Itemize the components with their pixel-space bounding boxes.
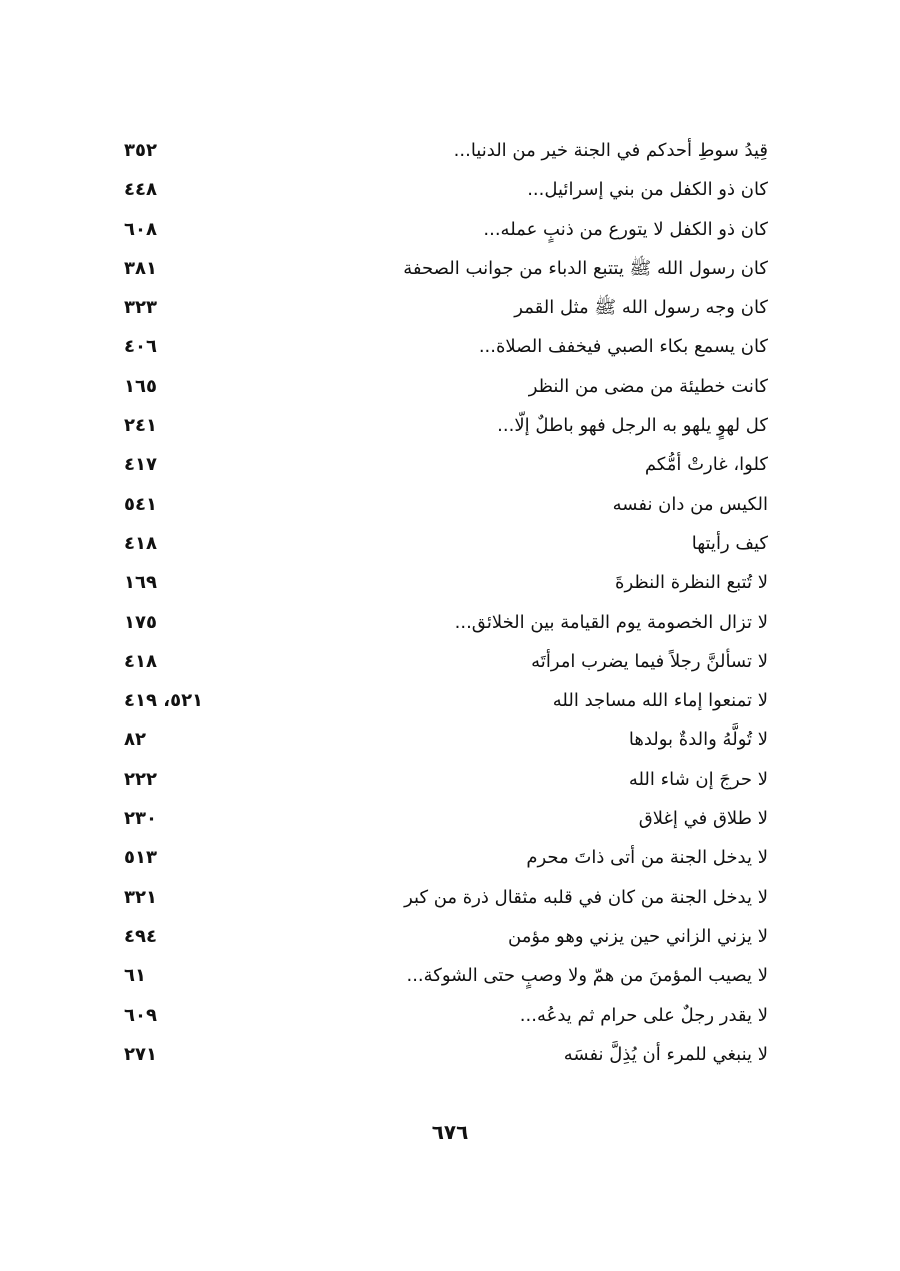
entry-page-ref: ٤٠٦: [124, 336, 157, 358]
index-entry: [118, 446, 768, 485]
entry-page-ref: ١٦٩: [124, 572, 157, 594]
entry-text: كان رسول الله ﷺ يتتبع الدباء من جوانب الصحفة: [403, 257, 768, 279]
entry-page-ref: ٢٧١: [124, 1043, 157, 1065]
entry-page-ref: ٢٣٠: [124, 808, 157, 830]
index-entry: [118, 918, 768, 957]
index-entry: [118, 1036, 768, 1075]
index-entry: [118, 839, 768, 878]
entry-page-ref: ٣٢٣: [124, 297, 157, 319]
index-entry: [118, 721, 768, 760]
entry-text: كان يسمع بكاء الصبي فيخفف الصلاة...: [478, 336, 768, 358]
entry-text: كيف رأيتها: [691, 532, 768, 554]
index-entry: [118, 761, 768, 800]
entry-text: كانت خطيئة من مضى من النظر: [528, 375, 768, 397]
entry-text: لا تمنعوا إماء الله مساجد الله: [552, 690, 768, 712]
entry-page-ref: ٤١٨: [124, 650, 157, 672]
entry-text: لا ينبغي للمرء أن يُذِلَّ نفسَه: [563, 1043, 768, 1065]
entry-text: لا طلاق في إغلاق: [638, 808, 768, 830]
entry-text: كان وجه رسول الله ﷺ مثل القمر: [514, 297, 768, 319]
entry-page-ref: ٥١٣: [124, 847, 157, 869]
entry-page-ref: ٤١٨: [124, 532, 157, 554]
entry-text: كل لهوٍ يلهو به الرجل فهو باطلٌ إلّا...: [497, 415, 768, 437]
entry-text: لا تزال الخصومة يوم القيامة بين الخلائق...: [454, 611, 768, 633]
entry-text: لا حرجَ إن شاء الله: [628, 768, 768, 790]
entry-page-ref: ٦٠٨: [124, 218, 157, 240]
entry-page-ref: ٣٨١: [124, 257, 157, 279]
entry-text: لا يزني الزاني حين يزني وهو مؤمن: [508, 925, 768, 947]
entry-text: لا تُولَّهُ والدةٌ بولدها: [628, 729, 768, 751]
entry-page-ref: ٦١: [124, 965, 146, 987]
entry-text: لا يصيب المؤمنَ من همّ ولا وصبٍ حتى الشوكة...: [406, 965, 768, 987]
page-number: ٦٧٦: [431, 1120, 469, 1144]
entry-text: لا يدخل الجنة من أتى ذاتَ محرم: [526, 847, 768, 869]
index-entry: [118, 879, 768, 918]
entry-text: لا يدخل الجنة من كان في قلبه مثقال ذرة من كبر: [404, 886, 768, 908]
index-entry: [118, 525, 768, 564]
index-entry: [118, 564, 768, 603]
index-entry: [118, 486, 768, 525]
entry-text: كان ذو الكفل من بني إسرائيل...: [527, 179, 768, 201]
index-entry: [118, 604, 768, 643]
entry-page-ref: ٥٤١: [124, 493, 157, 515]
entry-text: لا تُتبع النظرة النظرةَ: [615, 572, 768, 594]
entry-page-ref: ٨٢: [124, 729, 146, 751]
index-entry: [118, 997, 768, 1036]
entry-page-ref: ٣٢١: [124, 886, 157, 908]
entry-page-ref: ٢٤١: [124, 415, 157, 437]
index-entry: [118, 957, 768, 996]
entry-page-ref: ٦٠٩: [124, 1004, 157, 1026]
entry-page-ref: ٢٢٢: [124, 768, 157, 790]
hadith-index-list: [118, 132, 768, 1075]
index-entry: [118, 328, 768, 367]
index-entry: [118, 250, 768, 289]
entry-page-ref: ٤٩٤: [124, 925, 157, 947]
entry-page-ref: ١٧٥: [124, 611, 157, 633]
index-entry: [118, 132, 768, 171]
index-entry: [118, 407, 768, 446]
entry-text: كلوا، غارتْ أمُّكم: [644, 454, 768, 476]
index-entry: [118, 171, 768, 210]
entry-text: قِيدُ سوطِ أحدكم في الجنة خير من الدنيا...: [453, 140, 768, 161]
index-entry: [118, 211, 768, 250]
index-entry: [118, 682, 768, 721]
entry-page-ref: ٤١٧: [124, 454, 157, 476]
index-entry: [118, 643, 768, 682]
entry-page-ref: ٤٤٨: [124, 179, 157, 201]
entry-text: كان ذو الكفل لا يتورع من ذنبٍ عمله...: [483, 218, 768, 240]
entry-page-ref: ٥٢١، ٤١٩: [124, 690, 204, 712]
entry-page-ref: ٣٥٢: [124, 140, 157, 161]
entry-text: الكيس من دان نفسه: [612, 493, 768, 515]
entry-text: لا يقدر رجلٌ على حرام ثم يدعُه...: [519, 1004, 768, 1026]
entry-page-ref: ١٦٥: [124, 375, 157, 397]
entry-text: لا تسألنَّ رجلاً فيما يضرب امرأتَه: [531, 650, 768, 672]
index-entry: [118, 800, 768, 839]
index-entry: [118, 289, 768, 328]
index-entry: [118, 368, 768, 407]
